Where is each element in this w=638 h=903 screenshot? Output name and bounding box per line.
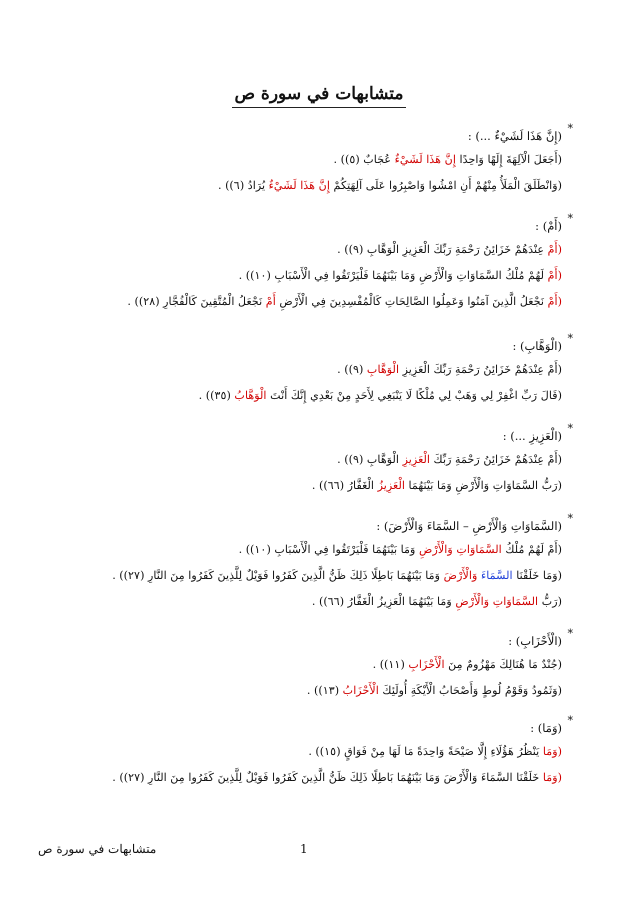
highlighted-phrase: إِنَّ هَذَا لَشَيْءٌ [268,179,330,192]
verse-text: نَجْعَلُ الْمُتَّقِينَ كَالْفُجَّارِ (٢٨)) . [127,295,266,308]
verse-text: (٩)) . [337,363,367,376]
highlighted-phrase: (أَمْ [547,295,562,308]
verse-text: وَمَا بَيْنَهُمَا فَلْيَرْتَقُوا فِي الْأَسْبَابِ (١٠)) . [238,543,419,556]
asterisk-marker: * [567,122,573,135]
verse-text: (أَمْ عِنْدَهُمْ خَزَائِنُ رَحْمَةِ رَبِّكَ [429,453,562,466]
highlighted-phrase: إِنَّ هَذَا لَشَيْءٌ [394,153,456,166]
asterisk-marker: * [567,714,573,727]
section-heading [72,332,573,357]
verse-line [72,537,562,563]
verse-text: (١١)) . [372,658,409,671]
verse-line [72,447,562,473]
verse-text: يَنْظُرُ هَؤُلَاءِ إِلَّا صَيْحَةً وَاحِدَةً مَا لَهَا مِنْ فَوَاقٍ (١٥)) . [308,745,543,758]
page-title [0,84,638,104]
verse-text: يُرَادُ (٦)) . [217,179,269,192]
verse-text: (وَثَمُودُ وَقَوْمُ لُوطٍ وَأَصْحَابُ الْأَيْكَةِ أُولَئِكَ [378,684,562,697]
page-number: 1 [300,842,308,856]
verse-text: (رَبُّ [538,595,562,608]
verse-text: (أَمْ عِنْدَهُمْ خَزَائِنُ رَحْمَةِ رَبِّكَ الْعَزِيزِ [399,363,562,376]
verse-line [72,289,562,315]
section [72,512,573,615]
highlighted-phrase: السَّمَاءَ [481,569,513,582]
section-heading-text: (أَمْ) : [535,219,562,233]
verse-text: الْوَهَّابِ (٩)) . [337,453,403,466]
verse-text: وَمَا بَيْنَهُمَا بَاطِلًا ذَلِكَ ظَنُّ الَّذِينَ كَفَرُوا فَوَيْلٌ لِلَّذِينَ كَفَرُوا مِنَ النَّارِ (٢٧)) . [112,569,444,582]
highlighted-phrase: (أَمْ [547,243,562,256]
highlighted-phrase: (أَمْ [547,269,562,282]
verse-line [72,739,562,765]
section-heading-text: (إِنَّ هَذَا لَشَيْءٌ ...) : [467,129,562,143]
section-heading-text: (السَّمَاوَاتِ وَالْأَرْضِ – السَّمَاءَ وَالْأَرْضَ) : [376,519,562,533]
section-heading-text: (الْعَزِيزِ ...) : [502,429,562,443]
section [72,332,573,409]
verse-text: الْغَفَّارُ (٦٦)) . [311,479,378,492]
asterisk-marker: * [567,512,573,525]
verse-text: (١٣)) . [306,684,343,697]
highlighted-phrase: الْوَهَّابُ [234,389,267,402]
verse-line [72,383,562,409]
verse-text: عِنْدَهُمْ خَزَائِنُ رَحْمَةِ رَبِّكَ الْعَزِيزِ الْوَهَّابِ (٩)) . [337,243,548,256]
verse-text: وَمَا بَيْنَهُمَا الْعَزِيزُ الْغَفَّارُ (٦٦)) . [311,595,456,608]
verse-line [72,357,562,383]
section-heading [72,212,573,237]
highlighted-phrase: الْأَحْزَابِ [408,658,445,671]
page-title-text: متشابهات في سورة ص [232,84,405,108]
section [72,212,573,315]
verse-text: (جُنْدٌ مَا هُنَالِكَ مَهْزُومٌ مِنَ [444,658,562,671]
verse-text: (وَمَا خَلَقْنَا [512,569,562,582]
section-heading-text: (الْوَهَّابِ) : [512,339,562,353]
verse-line [72,173,562,199]
verse-text: خَلَقْنَا السَّمَاءَ وَالْأَرْضَ وَمَا بَيْنَهُمَا بَاطِلًا ذَلِكَ ظَنُّ الَّذِينَ كَفَرُوا فَوَيْلٌ لِلَّذِينَ كَفَرُوا مِنَ النَّارِ (٢٧)) . [112,771,543,784]
asterisk-marker: * [567,212,573,225]
footer-running-title: متشابهات في سورة ص [38,842,157,856]
highlighted-phrase: أَمْ [265,295,276,308]
highlighted-phrase: (وَمَا [542,745,562,758]
section [72,422,573,499]
asterisk-marker: * [567,332,573,345]
verse-line [72,237,562,263]
verse-line [72,765,562,791]
verse-line [72,563,562,589]
section-heading-text: (وَمَا) : [530,721,562,735]
verse-text: (وَانْطَلَقَ الْمَلَأُ مِنْهُمْ أَنِ امْشُوا وَاصْبِرُوا عَلَى آلِهَتِكُمْ [329,179,562,192]
section-heading [72,714,573,739]
section-heading [72,512,573,537]
verse-text: نَجْعَلُ الَّذِينَ آمَنُوا وَعَمِلُوا الصَّالِحَاتِ كَالْمُفْسِدِينَ فِي الْأَرْضِ [275,295,548,308]
section [72,714,573,791]
section [72,627,573,704]
verse-line [72,589,562,615]
section-heading [72,422,573,447]
verse-line [72,473,562,499]
highlighted-phrase: الْأَحْزَابُ [342,684,379,697]
highlighted-phrase: الْعَزِيزِ [402,453,430,466]
asterisk-marker: * [567,627,573,640]
verse-text: (قَالَ رَبِّ اغْفِرْ لِي وَهَبْ لِي مُلْكًا لَا يَنْبَغِي لِأَحَدٍ مِنْ بَعْدِي إِنَّكَ أَنْتَ [266,389,562,402]
highlighted-phrase: السَّمَاوَاتِ وَالْأَرْضِ [418,543,502,556]
section [72,122,573,199]
asterisk-marker: * [567,422,573,435]
section-heading [72,627,573,652]
verse-text: (أَمْ لَهُمْ مُلْكُ [501,543,562,556]
highlighted-phrase: (وَمَا [542,771,562,784]
verse-line [72,263,562,289]
highlighted-phrase: السَّمَاوَاتِ وَالْأَرْضِ [455,595,539,608]
highlighted-phrase: الْوَهَّابِ [366,363,400,376]
verse-line [72,652,562,678]
highlighted-phrase: وَالْأَرْضَ [443,569,478,582]
verse-line [72,147,562,173]
section-heading-text: (الْأَحْزَابِ) : [508,634,562,648]
section-heading [72,122,573,147]
verse-text: لَهُمْ مُلْكُ السَّمَاوَاتِ وَالْأَرْضِ وَمَا بَيْنَهُمَا فَلْيَرْتَقُوا فِي الْأَسْبَابِ (١٠)) . [238,269,548,282]
verse-text: عُجَابٌ (٥)) . [333,153,395,166]
verse-text: (أَجَعَلَ الْآلِهَةَ إِلَهًا وَاحِدًا [455,153,562,166]
highlighted-phrase: الْعَزِيزُ [377,479,405,492]
verse-text: (رَبُّ السَّمَاوَاتِ وَالْأَرْضِ وَمَا بَيْنَهُمَا [404,479,562,492]
verse-text: (٣٥)) . [198,389,235,402]
verse-line [72,678,562,704]
